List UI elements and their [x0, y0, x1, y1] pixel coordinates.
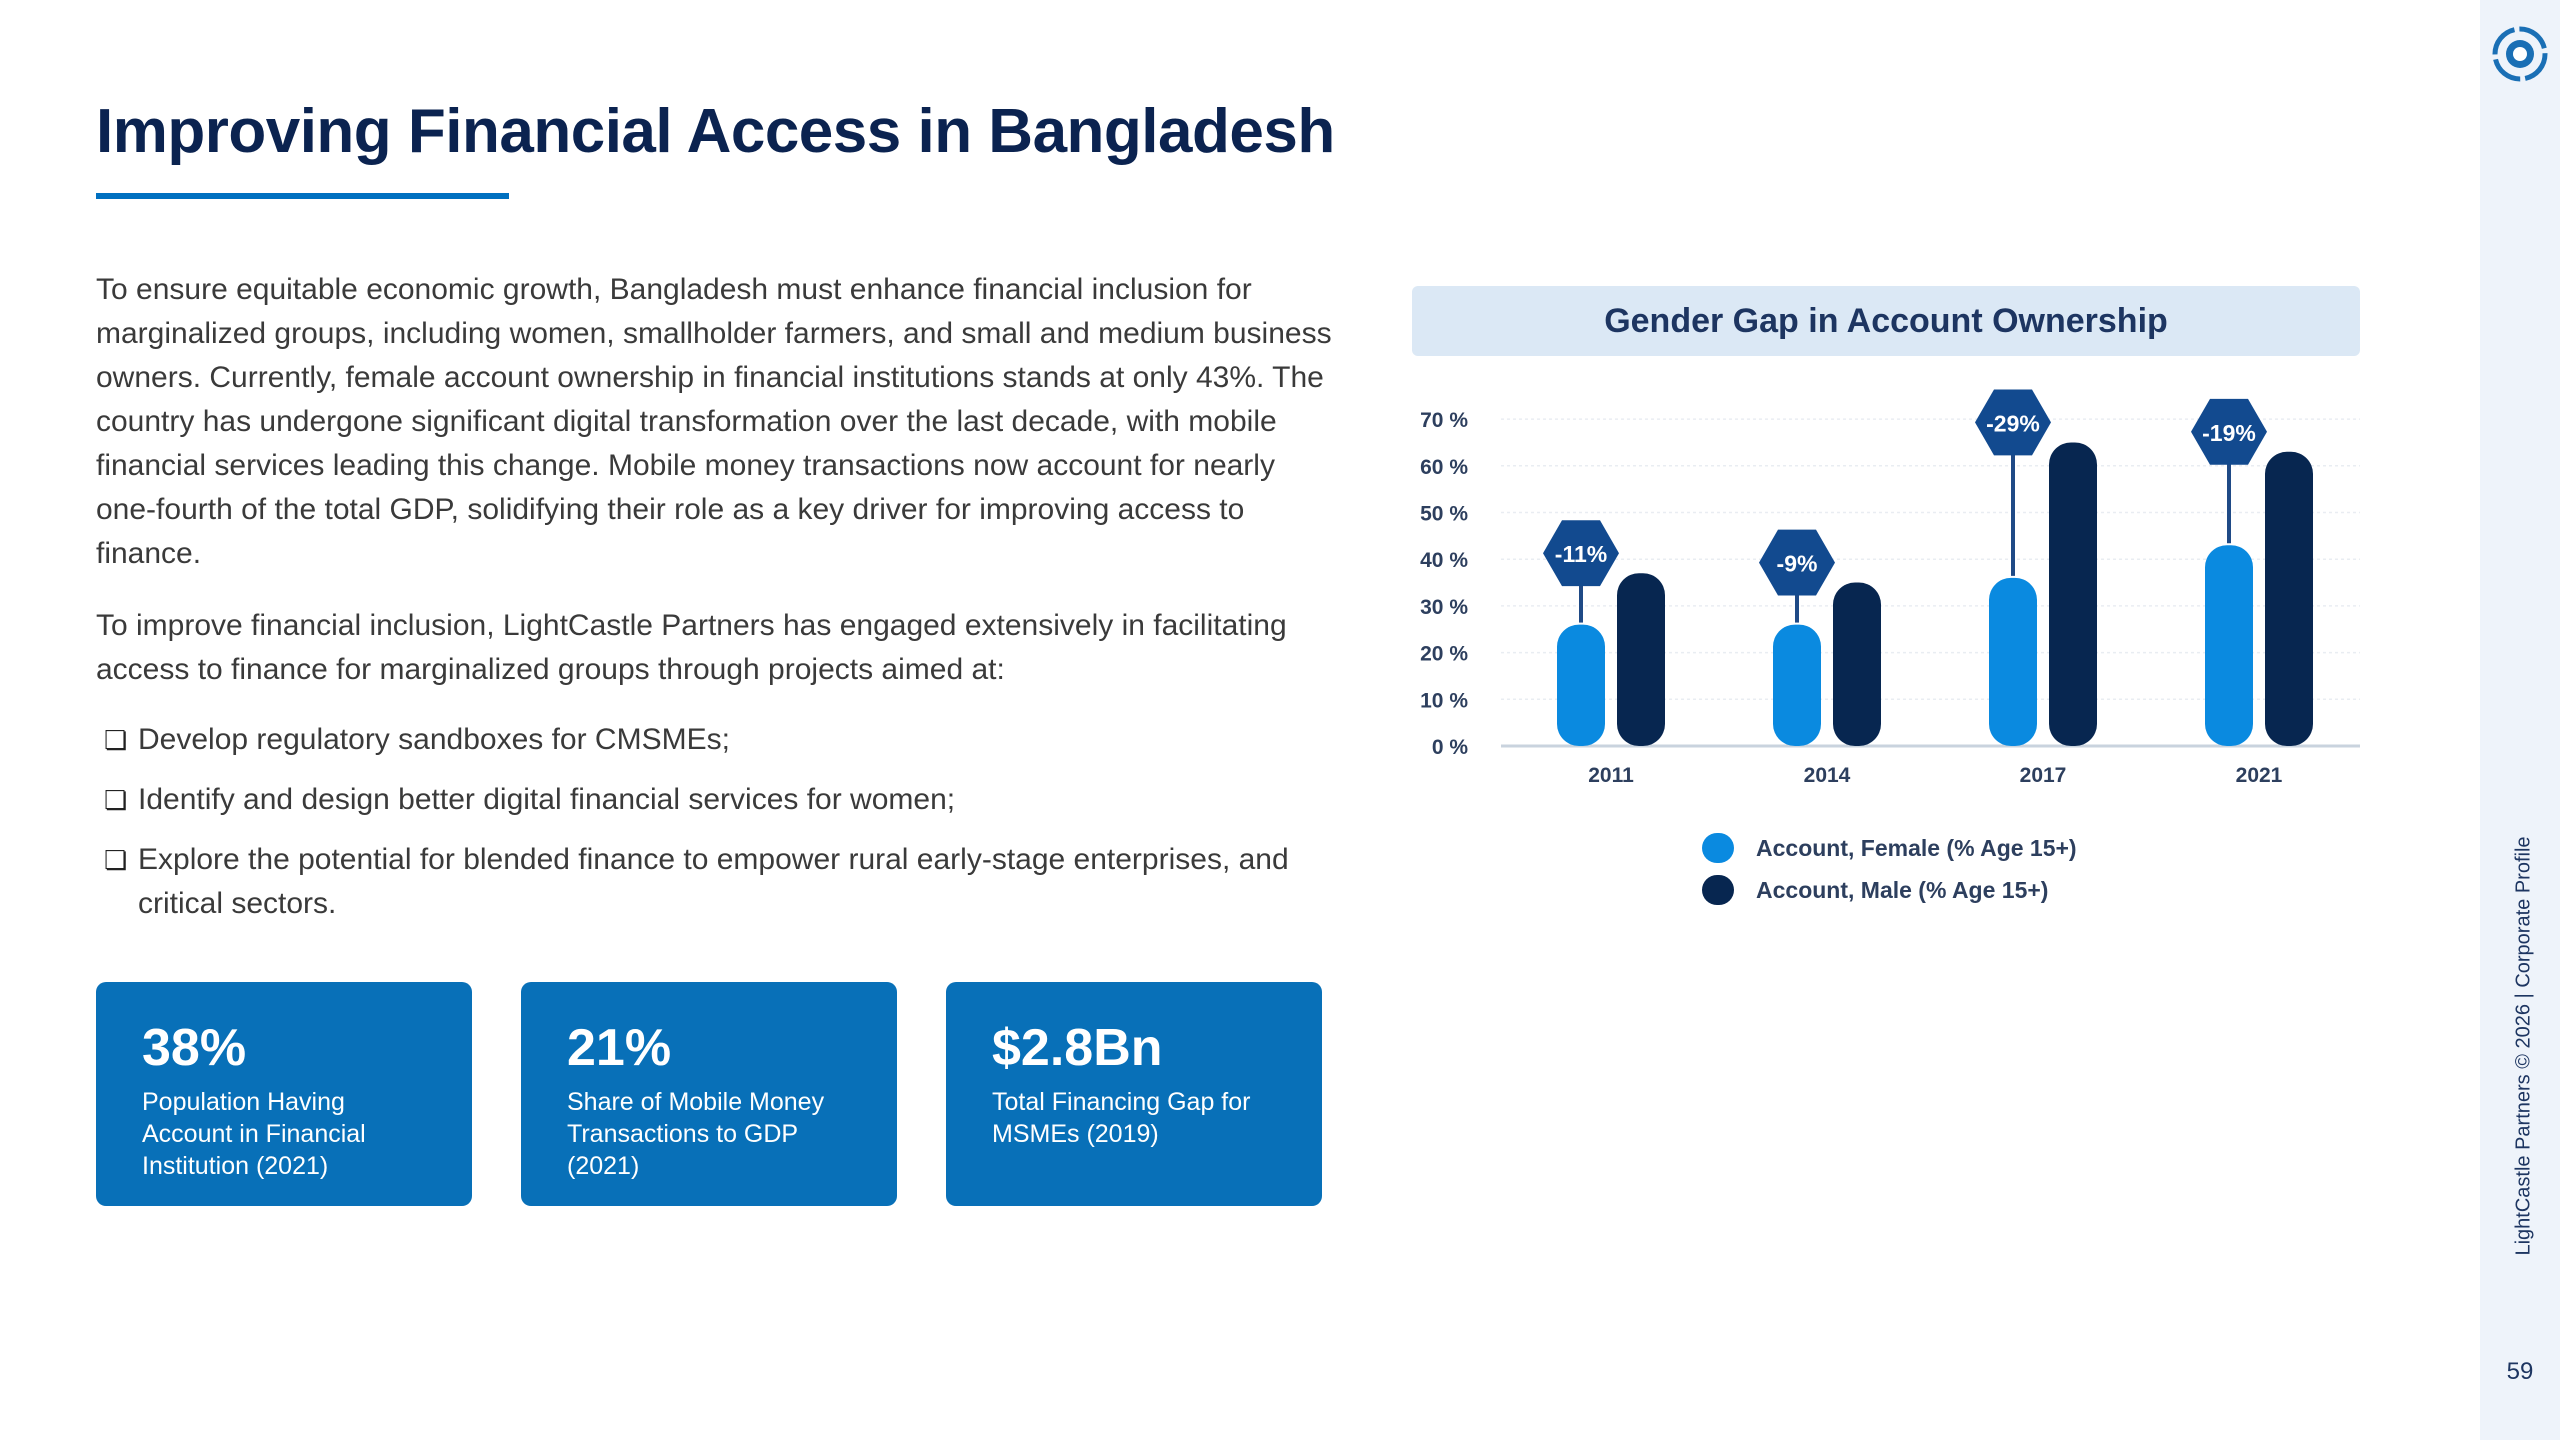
chart-title-box: [1412, 286, 2360, 356]
bullet-text: Identify and design better digital financial services for women;: [138, 783, 956, 816]
legend-label: Account, Male (% Age 15+): [1756, 877, 2049, 903]
bar-male: [2265, 452, 2313, 746]
stat-value: 38%: [142, 1019, 247, 1077]
approach-paragraph: To improve financial inclusion, LightCastle Partners has engaged extensively in facilitating access to finance for marginalized groups through projects aimed at:: [96, 609, 1287, 686]
gap-label: -9%: [1776, 550, 1818, 577]
y-tick-label: 0 %: [1431, 736, 1468, 759]
bullet-text: Develop regulatory sandboxes for CMSMEs;: [138, 723, 730, 756]
legend-label: Account, Female (% Age 15+): [1756, 835, 2077, 861]
y-tick-label: 20 %: [1420, 642, 1468, 666]
bullet-item: [104, 778, 1344, 822]
bar-female: [1557, 625, 1605, 746]
y-tick-label: 50 %: [1420, 502, 1468, 526]
checkbox-bullet-icon: ❏: [104, 785, 128, 815]
bullet-list: [104, 718, 1344, 942]
checkbox-bullet-icon: ❏: [104, 725, 128, 755]
x-tick-label: 2014: [1803, 764, 1851, 787]
bar-female: [1773, 625, 1821, 746]
stat-card-accounts: [96, 982, 472, 1206]
y-tick-label: 40 %: [1420, 549, 1468, 573]
y-tick-label: 60 %: [1420, 455, 1468, 479]
legend-swatch: [1702, 875, 1734, 905]
stat-label: Population Having Account in Financial Institution (2021): [142, 1088, 366, 1180]
stat-label: Total Financing Gap for MSMEs (2019): [992, 1088, 1251, 1148]
bar-male: [1833, 583, 1881, 746]
intro-paragraph: To ensure equitable economic growth, Bangladesh must enhance financial inclusion for marginalized groups, including women, smallholder farmers, and small and medium business owners. Currently, female account ownership in financial institutions stands at only 43%. The country has undergone significant digital transformation over the last decade, with mobile financial services leading this change. Mobile money transactions now account for nearly one-fourth of the total GDP, solidifying their role as a key driver for improving access to finance.: [96, 273, 1332, 570]
bar-female: [1989, 578, 2037, 746]
gender-gap-chart: [1396, 380, 2376, 920]
bullet-item: [104, 838, 1344, 926]
stat-value: 21%: [567, 1019, 672, 1077]
gap-label: -19%: [2202, 419, 2256, 446]
lightcastle-logo-icon: [2490, 24, 2550, 84]
stat-value: $2.8Bn: [992, 1019, 1163, 1077]
bar-male: [2049, 442, 2097, 746]
x-tick-label: 2017: [2019, 764, 2067, 787]
bar-female: [2205, 545, 2253, 746]
gap-label: -11%: [1554, 541, 1608, 568]
bullet-item: [104, 718, 1344, 762]
bullet-text: Explore the potential for blended finance to empower rural early-stage enterprises, and critical sectors.: [138, 843, 1289, 920]
x-tick-label: 2021: [2235, 764, 2283, 787]
page-title: Improving Financial Access in Bangladesh: [96, 97, 1335, 166]
chart-title: Gender Gap in Account Ownership: [1604, 302, 2168, 340]
bar-male: [1617, 573, 1665, 746]
y-tick-label: 10 %: [1420, 689, 1468, 713]
page-number: 59: [2506, 1358, 2534, 1385]
stat-label: Share of Mobile Money Transactions to GDP (2021): [567, 1088, 825, 1180]
stat-card-mobile-money: [521, 982, 897, 1206]
x-tick-label: 2011: [1588, 764, 1634, 787]
gap-label: -29%: [1986, 410, 2040, 437]
y-tick-label: 70 %: [1420, 409, 1468, 433]
legend-swatch: [1702, 833, 1734, 863]
footer-copyright: LightCastle Partners © 2026 | Corporate Profile: [2512, 836, 2535, 1256]
y-tick-label: 30 %: [1420, 595, 1468, 619]
stat-card-financing-gap: [946, 982, 1322, 1206]
title-underline: [96, 193, 509, 199]
checkbox-bullet-icon: ❏: [104, 845, 128, 875]
